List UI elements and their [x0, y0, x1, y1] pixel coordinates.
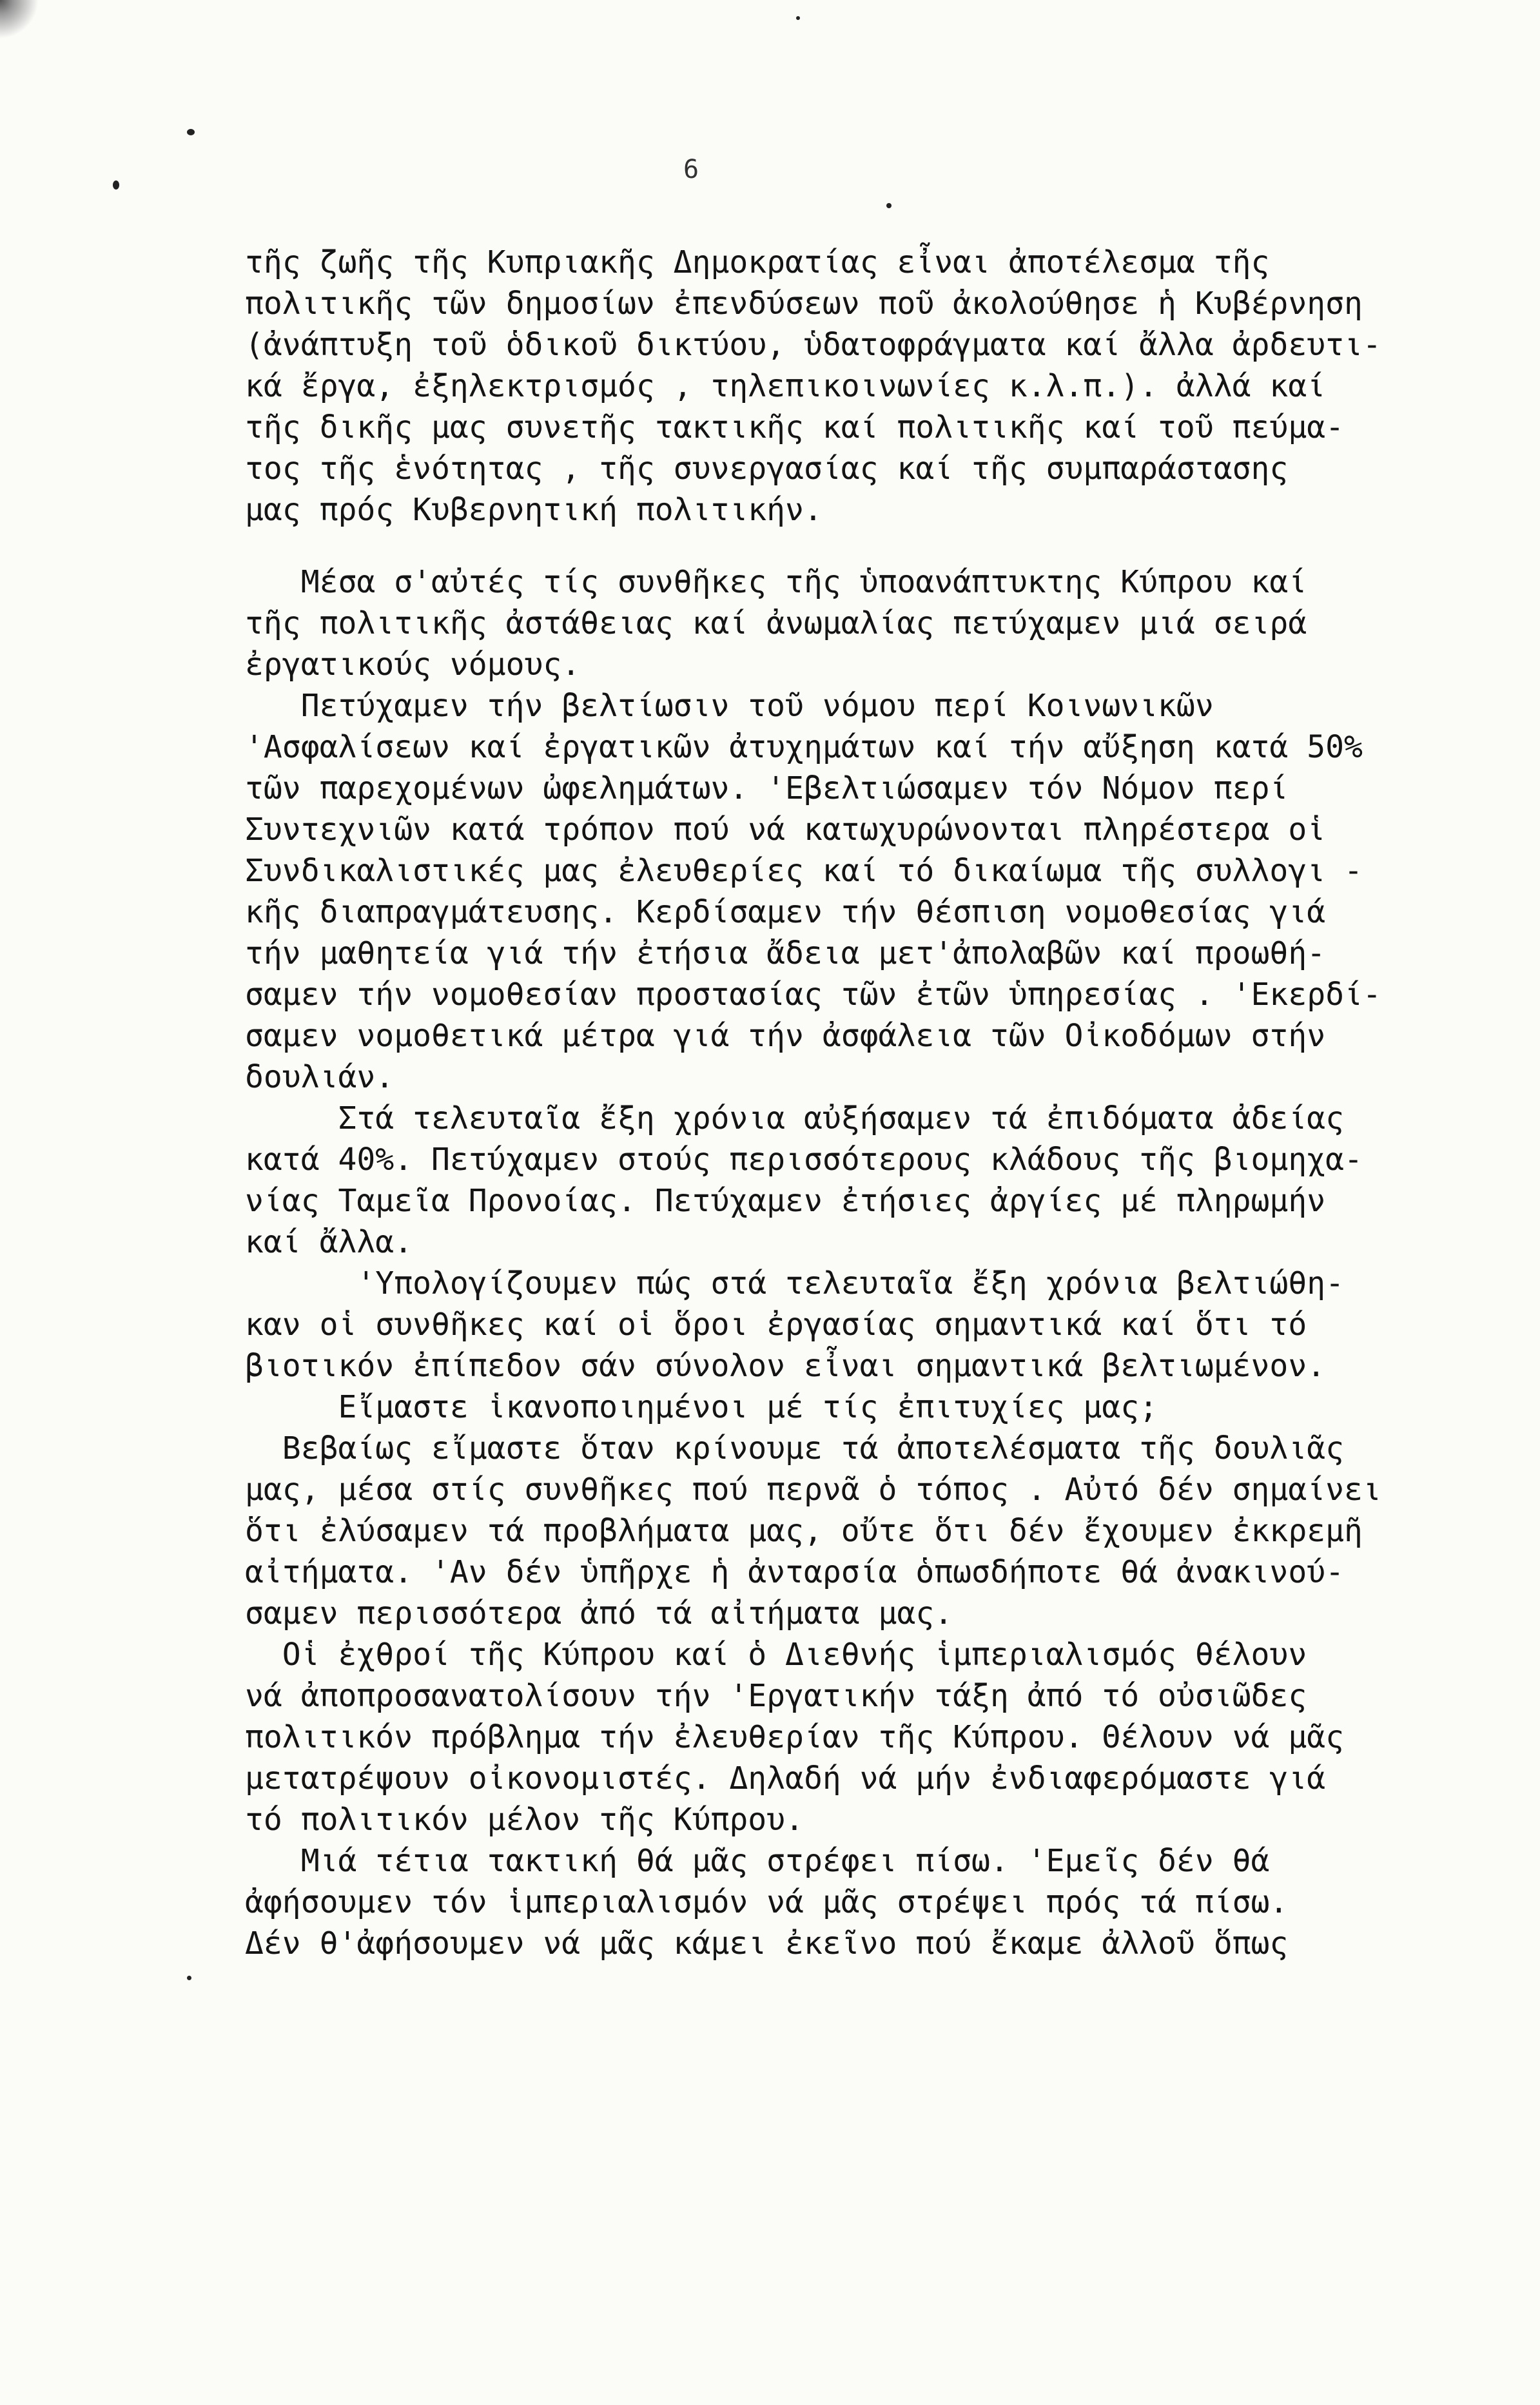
text-line: τήν μαθητεία γιά τήν ἐτήσια ἄδεια μετ'ἀπολαβῶν καί προωθή- [245, 935, 1326, 971]
text-line: Συντεχνιῶν κατά τρόπον πού νά κατωχυρώνονται πληρέστερα οἱ [245, 812, 1326, 848]
text-line: ὅτι ἐλύσαμεν τά προβλήματα μας, οὔτε ὅτι δέν ἔχουμεν ἐκκρεμῆ [245, 1513, 1363, 1549]
text-line: Στά τελευταῖα ἔξη χρόνια αὐξήσαμεν τά ἐπιδόματα ἀδείας [245, 1100, 1345, 1136]
text-line: κῆς διαπραγμάτευσης. Κερδίσαμεν τήν θέσπιση νομοθεσίας γιά [245, 894, 1326, 930]
scan-speck [187, 129, 195, 135]
scan-speck [796, 16, 800, 20]
paragraph [245, 1387, 1450, 1634]
text-line: μας, μέσα στίς συνθῆκες πού περνᾶ ὁ τόπος . Αὐτό δέν σημαίνει [245, 1472, 1381, 1508]
text-line: ἐργατικούς νόμους. [245, 647, 581, 683]
text-line: Δέν θ'ἀφήσουμεν νά μᾶς κάμει ἐκεῖνο πού ἔκαμε ἀλλοῦ ὅπως [245, 1925, 1289, 1962]
paragraph [245, 685, 1450, 1098]
scan-speck [187, 1976, 191, 1980]
paragraph [245, 1634, 1450, 1840]
text-line: μας πρός Κυβερνητική πολιτικήν. [245, 492, 823, 528]
text-line: σαμεν τήν νομοθεσίαν προστασίας τῶν ἐτῶν ὑπηρεσίας . 'Εκερδί- [245, 977, 1381, 1013]
text-line: βιοτικόν ἐπίπεδον σάν σύνολον εἶναι σημαντικά βελτιωμένον. [245, 1348, 1326, 1384]
text-line: κά ἔργα, ἐξηλεκτρισμός , τηλεπικοινωνίες κ.λ.π.). ἀλλά καί [245, 368, 1326, 404]
document-body [245, 242, 1450, 1964]
text-line: σαμεν περισσότερα ἀπό τά αἰτήματα μας. [245, 1595, 953, 1631]
paragraph [245, 242, 1450, 531]
text-line: νίας Ταμεῖα Προνοίας. Πετύχαμεν ἐτήσιες ἀργίες μέ πληρωμήν [245, 1183, 1326, 1219]
text-line: αἰτήματα. 'Αν δέν ὑπῆρχε ἡ ἀνταρσία ὁπωσδήποτε θά ἀνακινού- [245, 1554, 1345, 1590]
text-line: κατά 40%. Πετύχαμεν στούς περισσότερους κλάδους τῆς βιομηχα- [245, 1142, 1363, 1178]
text-line: πολιτικόν πρόβλημα τήν ἐλευθερίαν τῆς Κύπρου. Θέλουν νά μᾶς [245, 1719, 1345, 1755]
scan-corner-noise [0, 0, 39, 39]
text-line: Συνδικαλιστικές μας ἐλευθερίες καί τό δικαίωμα τῆς συλλογι - [245, 853, 1363, 889]
text-line: 'Ασφαλίσεων καί ἐργατικῶν ἀτυχημάτων καί τήν αὔξηση κατά 50% [245, 729, 1363, 765]
text-line: τῆς πολιτικῆς ἀστάθειας καί ἀνωμαλίας πετύχαμεν μιά σειρά [245, 605, 1307, 641]
text-line: δουλιάν. [245, 1059, 395, 1095]
text-line: τῶν παρεχομένων ὠφελημάτων. 'Εβελτιώσαμεν τόν Νόμον περί [245, 770, 1289, 806]
text-line: καν οἱ συνθῆκες καί οἱ ὅροι ἐργασίας σημαντικά καί ὅτι τό [245, 1307, 1307, 1343]
text-line: νά ἀποπροσανατολίσουν τήν 'Εργατικήν τάξη ἀπό τό οὐσιῶδες [245, 1678, 1307, 1714]
text-line: Βεβαίως εἴμαστε ὅταν κρίνουμε τά ἀποτελέσματα τῆς δουλιᾶς [245, 1430, 1345, 1466]
text-line: τῆς ζωῆς τῆς Κυπριακῆς Δημοκρατίας εἶναι ἀποτέλεσμα τῆς [245, 244, 1270, 280]
text-line: τος τῆς ἑνότητας , τῆς συνεργασίας καί τῆς συμπαράστασης [245, 451, 1289, 487]
text-line: μετατρέψουν οἰκονομιστές. Δηλαδή νά μήν ἐνδιαφερόμαστε γιά [245, 1760, 1326, 1796]
scan-speck [113, 180, 119, 190]
text-line: ἀφήσουμεν τόν ἱμπεριαλισμόν νά μᾶς στρέψει πρός τά πίσω. [245, 1884, 1289, 1920]
text-line: πολιτικῆς τῶν δημοσίων ἐπενδύσεων ποῦ ἀκολούθησε ἡ Κυβέρνηση [245, 286, 1363, 322]
text-line: τό πολιτικόν μέλον τῆς Κύπρου. [245, 1802, 804, 1838]
text-line: Μέσα σ'αὐτές τίς συνθῆκες τῆς ὑποανάπτυκτης Κύπρου καί [245, 564, 1307, 600]
text-line: 'Υπολογίζουμεν πώς στά τελευταῖα ἔξη χρόνια βελτιώθη- [245, 1265, 1345, 1301]
text-line: Μιά τέτια τακτική θά μᾶς στρέφει πίσω. 'Εμεῖς δέν θά [245, 1843, 1270, 1879]
page-number: 6 [683, 155, 699, 184]
text-line: (ἀνάπτυξη τοῦ ὁδικοῦ δικτύου, ὑδατοφράγματα καί ἄλλα ἀρδευτι- [245, 327, 1381, 363]
paragraph [245, 1840, 1450, 1964]
paragraph [245, 1263, 1450, 1387]
text-line: τῆς δικῆς μας συνετῆς τακτικῆς καί πολιτικῆς καί τοῦ πεύμα- [245, 409, 1345, 445]
paragraph [245, 561, 1450, 685]
text-line: σαμεν νομοθετικά μέτρα γιά τήν ἀσφάλεια τῶν Οἰκοδόμων στήν [245, 1018, 1326, 1054]
text-line: Εἴμαστε ἱκανοποιημένοι μέ τίς ἐπιτυχίες μας; [245, 1389, 1158, 1425]
paragraph [245, 1098, 1450, 1263]
text-line: Πετύχαμεν τήν βελτίωσιν τοῦ νόμου περί Κοινωνικῶν [245, 688, 1214, 724]
text-line: καί ἄλλα. [245, 1224, 413, 1260]
text-line: Οἱ ἐχθροί τῆς Κύπρου καί ὁ Διεθνής ἱμπεριαλισμός θέλουν [245, 1637, 1307, 1673]
scan-speck [886, 203, 892, 208]
